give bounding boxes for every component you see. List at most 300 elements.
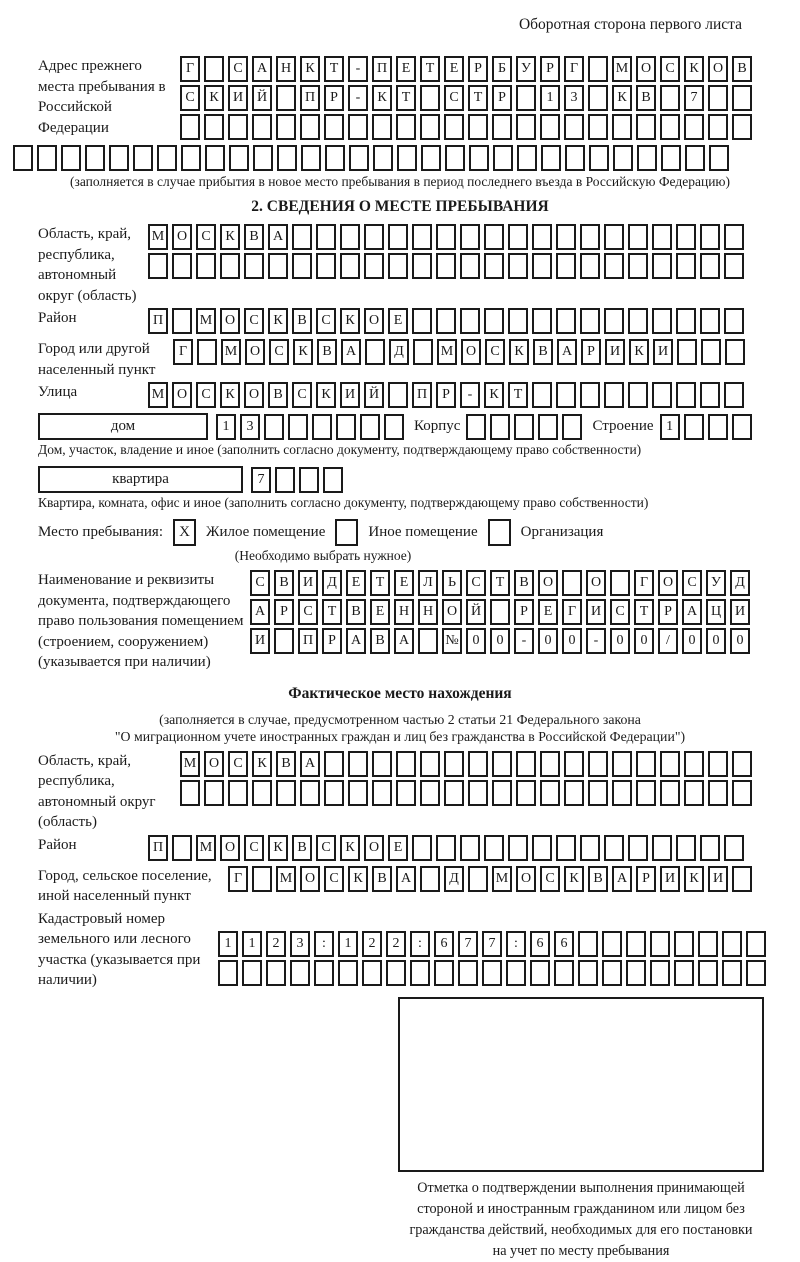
char-box: О [172, 224, 192, 250]
char-box: А [396, 866, 416, 892]
fact-district-row [148, 835, 748, 861]
char-box [325, 145, 345, 171]
char-box [506, 960, 526, 986]
char-box: Ь [442, 570, 462, 596]
char-box [724, 382, 744, 408]
street-field [13, 382, 787, 411]
actual-location-title: Фактическое место нахождения [288, 684, 512, 702]
prev-address-row-1 [180, 56, 756, 82]
char-box [604, 224, 624, 250]
char-box [490, 414, 510, 440]
char-box [180, 114, 200, 140]
document-field [13, 570, 787, 673]
char-box [493, 145, 513, 171]
char-box: О [461, 339, 481, 365]
char-box: Е [388, 835, 408, 861]
district-label: Район [38, 310, 77, 326]
char-box [85, 145, 105, 171]
char-box [264, 414, 284, 440]
document-row-3 [250, 628, 754, 654]
document-label: Наименование и реквизиты документа, подтверждающего право пользования помещением (строением, сооружением) (указывается при наличии) [38, 572, 244, 670]
char-box [508, 224, 528, 250]
char-box [685, 145, 705, 171]
char-box: 6 [434, 931, 454, 957]
char-box: 2 [362, 931, 382, 957]
char-box: В [346, 599, 366, 625]
char-box: О [658, 570, 678, 596]
char-box [588, 56, 608, 82]
char-box: С [466, 570, 486, 596]
char-box [324, 114, 344, 140]
char-box: Й [466, 599, 486, 625]
char-box: К [340, 308, 360, 334]
char-box [348, 114, 368, 140]
char-box: Г [228, 866, 248, 892]
char-box [746, 931, 766, 957]
char-box [708, 414, 728, 440]
actual-location-note [13, 711, 787, 745]
char-box: В [292, 835, 312, 861]
char-box [172, 308, 192, 334]
stay-type-note: (Необходимо выбрать нужное) [234, 548, 412, 563]
char-box: М [180, 751, 200, 777]
char-box [564, 114, 584, 140]
char-box [229, 145, 249, 171]
char-box [397, 145, 417, 171]
char-box [276, 85, 296, 111]
region-rows [148, 224, 748, 282]
region-row-2 [148, 253, 748, 279]
char-box [540, 114, 560, 140]
stay-type-option-residential: Жилое помещение [206, 524, 326, 540]
char-box: Е [370, 599, 390, 625]
char-box [266, 960, 286, 986]
char-box [564, 780, 584, 806]
char-box [218, 960, 238, 986]
stay-type-checkbox-other [335, 519, 358, 546]
char-box [746, 960, 766, 986]
char-box [492, 114, 512, 140]
char-box [109, 145, 129, 171]
char-box [340, 224, 360, 250]
char-box [580, 835, 600, 861]
char-box [698, 960, 718, 986]
char-box [708, 780, 728, 806]
char-box: П [300, 85, 320, 111]
char-box [253, 145, 273, 171]
char-box: 2 [386, 931, 406, 957]
char-box [372, 114, 392, 140]
char-box [532, 308, 552, 334]
char-box [316, 224, 336, 250]
char-box: К [372, 85, 392, 111]
char-box: Г [180, 56, 200, 82]
char-box: О [538, 570, 558, 596]
char-box [436, 308, 456, 334]
char-box: Ц [706, 599, 726, 625]
char-box: 0 [466, 628, 486, 654]
char-box [364, 224, 384, 250]
korpus-label: Корпус [414, 418, 461, 434]
char-box [468, 114, 488, 140]
char-box: Т [322, 599, 342, 625]
char-box [724, 253, 744, 279]
char-box [228, 114, 248, 140]
char-box: Т [508, 382, 528, 408]
char-box [360, 414, 380, 440]
prev-address-row-3 [180, 114, 756, 140]
char-box: В [244, 224, 264, 250]
char-box: О [172, 382, 192, 408]
cadastral-row-2 [218, 960, 770, 986]
char-box [532, 253, 552, 279]
char-box [508, 308, 528, 334]
house-note: Дом, участок, владение и иное (заполнить согласно документу, подтверждающему право собственности) [38, 442, 642, 457]
char-box: И [653, 339, 673, 365]
char-box [530, 960, 550, 986]
char-box [676, 835, 696, 861]
char-box [732, 780, 752, 806]
char-box: О [220, 835, 240, 861]
char-box [468, 751, 488, 777]
char-box [588, 780, 608, 806]
char-box: Р [514, 599, 534, 625]
char-box [604, 308, 624, 334]
char-box [578, 931, 598, 957]
char-box: О [442, 599, 462, 625]
char-box [650, 931, 670, 957]
stay-type-option-organization: Организация [520, 524, 604, 540]
char-box [288, 414, 308, 440]
char-box [541, 145, 561, 171]
char-box [13, 145, 33, 171]
char-box [732, 414, 752, 440]
char-box: О [708, 56, 728, 82]
char-box [460, 308, 480, 334]
char-box: М [492, 866, 512, 892]
region-row-1 [148, 224, 748, 250]
char-box: - [348, 85, 368, 111]
char-box [372, 751, 392, 777]
char-box [420, 751, 440, 777]
char-box [364, 253, 384, 279]
char-box [677, 339, 697, 365]
char-box [589, 145, 609, 171]
stay-type-option-other: Иное помещение [368, 524, 478, 540]
char-box: В [274, 570, 294, 596]
char-box [300, 780, 320, 806]
actual-location-note-line-1: (заполняется в случае, предусмотренном частью 2 статьи 21 Федерального закона [159, 711, 641, 727]
char-box [312, 414, 332, 440]
char-box: Т [634, 599, 654, 625]
char-box: О [364, 308, 384, 334]
char-box [580, 308, 600, 334]
char-box [602, 931, 622, 957]
char-box: Е [444, 56, 464, 82]
char-box: С [244, 835, 264, 861]
char-box: 1 [242, 931, 262, 957]
char-box [468, 780, 488, 806]
char-box [612, 751, 632, 777]
char-box [460, 224, 480, 250]
char-box [538, 414, 558, 440]
char-box [324, 780, 344, 806]
char-box [242, 960, 262, 986]
char-box [628, 835, 648, 861]
char-box: К [509, 339, 529, 365]
char-box [637, 145, 657, 171]
char-box [204, 56, 224, 82]
char-box: А [346, 628, 366, 654]
char-box: Т [396, 85, 416, 111]
char-box [396, 780, 416, 806]
char-box [418, 628, 438, 654]
char-box [290, 960, 310, 986]
char-box: В [636, 85, 656, 111]
char-box: С [180, 85, 200, 111]
char-box [204, 114, 224, 140]
char-box [336, 414, 356, 440]
char-box: А [682, 599, 702, 625]
char-box [292, 224, 312, 250]
prev-address-field [13, 56, 787, 143]
char-box: П [148, 835, 168, 861]
char-box: Е [388, 308, 408, 334]
char-box [554, 960, 574, 986]
stay-type-checkbox-organization [488, 519, 511, 546]
char-box: Л [418, 570, 438, 596]
char-box [180, 780, 200, 806]
char-box: О [204, 751, 224, 777]
char-box [580, 253, 600, 279]
char-box: Р [274, 599, 294, 625]
char-box: 0 [682, 628, 702, 654]
char-box: П [298, 628, 318, 654]
char-box [724, 224, 744, 250]
char-box: : [506, 931, 526, 957]
char-box [588, 751, 608, 777]
char-box [652, 253, 672, 279]
page-header: Оборотная сторона первого листа [518, 16, 742, 33]
char-box: У [706, 570, 726, 596]
char-box [628, 253, 648, 279]
char-box [565, 145, 585, 171]
confirmation-stamp-box [398, 997, 764, 1172]
char-box: И [660, 866, 680, 892]
char-box: О [245, 339, 265, 365]
char-box: П [372, 56, 392, 82]
char-box [338, 960, 358, 986]
char-box: 3 [290, 931, 310, 957]
korpus-cells [466, 414, 586, 440]
char-box: И [340, 382, 360, 408]
char-box: Т [490, 570, 510, 596]
char-box [626, 931, 646, 957]
char-box [660, 114, 680, 140]
cadastral-label: Кадастровый номер земельного или лесного участка (указывается при наличии) [38, 910, 201, 988]
char-box: О [220, 308, 240, 334]
char-box [349, 145, 369, 171]
char-box [413, 339, 433, 365]
prev-address-rows [180, 56, 756, 143]
char-box [626, 960, 646, 986]
char-box: 1 [540, 85, 560, 111]
char-box [314, 960, 334, 986]
char-box [612, 114, 632, 140]
char-box: С [485, 339, 505, 365]
char-box: 3 [564, 85, 584, 111]
section2-title: 2. СВЕДЕНИЯ О МЕСТЕ ПРЕБЫВАНИЯ [251, 198, 549, 215]
char-box: С [610, 599, 630, 625]
char-box: 0 [538, 628, 558, 654]
char-box [684, 780, 704, 806]
prev-address-overflow-row [13, 145, 787, 171]
char-box [275, 467, 295, 493]
char-box: - [460, 382, 480, 408]
char-box [676, 308, 696, 334]
district-row [148, 308, 748, 334]
stroenie-cells [660, 414, 756, 440]
char-box [172, 835, 192, 861]
char-box: С [196, 224, 216, 250]
char-box: К [268, 308, 288, 334]
char-box: Р [436, 382, 456, 408]
char-box: Р [468, 56, 488, 82]
char-box: 3 [240, 414, 260, 440]
char-box: 0 [610, 628, 630, 654]
char-box: Т [468, 85, 488, 111]
char-box [661, 145, 681, 171]
char-box: О [636, 56, 656, 82]
char-box: В [732, 56, 752, 82]
char-box [396, 751, 416, 777]
char-box [722, 931, 742, 957]
char-box [628, 382, 648, 408]
char-box [610, 570, 630, 596]
char-box [365, 339, 385, 365]
char-box [508, 835, 528, 861]
char-box [700, 308, 720, 334]
char-box [588, 85, 608, 111]
char-box: А [612, 866, 632, 892]
char-box [362, 960, 382, 986]
char-box: К [268, 835, 288, 861]
fact-region-label: Область, край, республика, автономный округ (область) [38, 752, 156, 830]
char-box [412, 835, 432, 861]
char-box [516, 114, 536, 140]
fact-region-field [13, 751, 787, 833]
char-box [604, 835, 624, 861]
char-box [684, 114, 704, 140]
char-box: А [341, 339, 361, 365]
char-box [388, 224, 408, 250]
char-box: 1 [660, 414, 680, 440]
char-box [556, 224, 576, 250]
char-box: Р [492, 85, 512, 111]
char-box [274, 628, 294, 654]
char-box [562, 570, 582, 596]
char-box [636, 751, 656, 777]
char-box: О [244, 382, 264, 408]
char-box [660, 751, 680, 777]
char-box [484, 835, 504, 861]
char-box [420, 114, 440, 140]
char-box: - [514, 628, 534, 654]
char-box [532, 224, 552, 250]
char-box: Р [581, 339, 601, 365]
char-box: В [268, 382, 288, 408]
street-row [148, 382, 748, 408]
city-label: Город или другой населенный пункт [38, 341, 156, 378]
char-box [556, 253, 576, 279]
char-box: 0 [634, 628, 654, 654]
char-box: : [314, 931, 334, 957]
apartment-note: Квартира, комната, офис и иное (заполнить согласно документу, подтверждающему право собственности) [38, 495, 649, 510]
char-box [556, 382, 576, 408]
char-box: П [412, 382, 432, 408]
char-box: К [204, 85, 224, 111]
region-label: Область, край, республика, автономный округ (область) [38, 226, 137, 304]
char-box: И [586, 599, 606, 625]
house-number-cells [216, 414, 408, 440]
char-box: Р [540, 56, 560, 82]
char-box: С [540, 866, 560, 892]
char-box [316, 253, 336, 279]
char-box [157, 145, 177, 171]
stamp-caption-line-1: Отметка о подтверждении выполнения принимающей [417, 1179, 745, 1196]
char-box: 0 [562, 628, 582, 654]
char-box [604, 253, 624, 279]
char-box [252, 114, 272, 140]
char-box: О [516, 866, 536, 892]
char-box [564, 751, 584, 777]
char-box [445, 145, 465, 171]
char-box [578, 960, 598, 986]
char-box [484, 308, 504, 334]
char-box: Т [324, 56, 344, 82]
char-box [436, 253, 456, 279]
apartment-row [38, 466, 787, 493]
char-box: Б [492, 56, 512, 82]
char-box [301, 145, 321, 171]
char-box [384, 414, 404, 440]
char-box [410, 960, 430, 986]
char-box [540, 780, 560, 806]
char-box: К [564, 866, 584, 892]
char-box [244, 253, 264, 279]
char-box [701, 339, 721, 365]
char-box: В [514, 570, 534, 596]
char-box [444, 751, 464, 777]
char-box: И [605, 339, 625, 365]
char-box [562, 414, 582, 440]
char-box: С [324, 866, 344, 892]
char-box [484, 224, 504, 250]
char-box: 1 [218, 931, 238, 957]
char-box [556, 835, 576, 861]
char-box [652, 308, 672, 334]
prev-address-note: (заполняется в случае прибытия в новое место пребывания в период последнего въезда в Российскую Федерацию) [69, 174, 731, 189]
char-box: К [684, 866, 704, 892]
char-box: 7 [458, 931, 478, 957]
char-box: В [317, 339, 337, 365]
char-box: К [252, 751, 272, 777]
char-box [660, 780, 680, 806]
cadastral-row-1 [218, 931, 770, 957]
char-box [421, 145, 441, 171]
char-box: В [372, 866, 392, 892]
char-box: - [348, 56, 368, 82]
